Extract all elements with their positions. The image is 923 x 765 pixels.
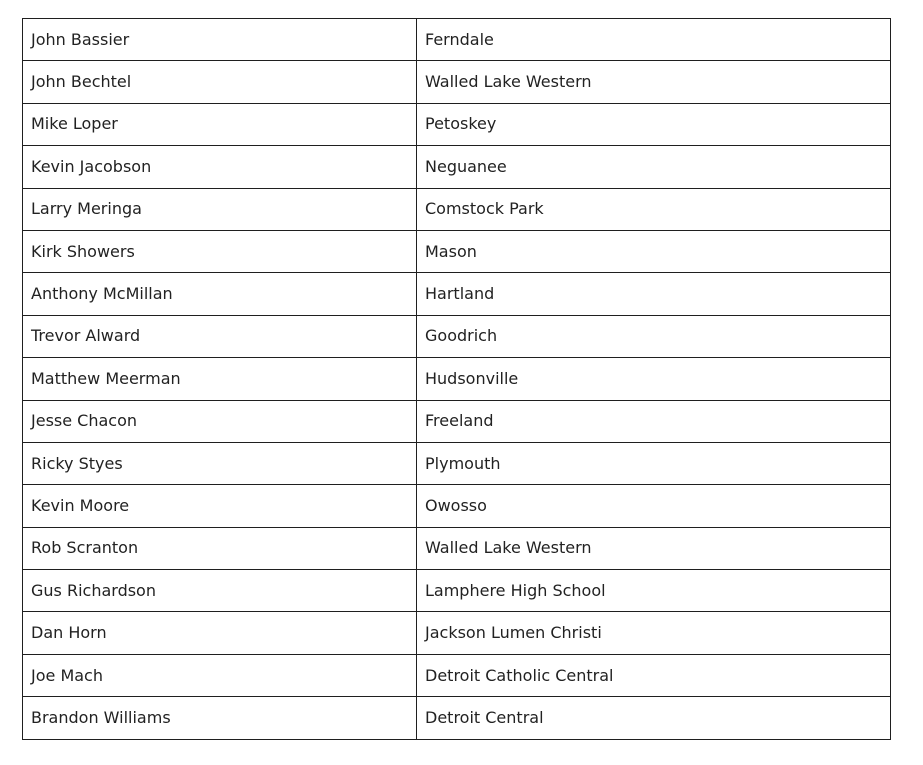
name-cell: Jesse Chacon: [23, 400, 417, 442]
name-cell: Mike Loper: [23, 103, 417, 145]
table-row: [23, 273, 891, 315]
name-cell: Brandon Williams: [23, 697, 417, 739]
school-cell: Freeland: [417, 400, 891, 442]
table-row: [23, 697, 891, 739]
name-cell: Dan Horn: [23, 612, 417, 654]
table-row: [23, 103, 891, 145]
school-cell: Detroit Central: [417, 697, 891, 739]
school-cell: Comstock Park: [417, 188, 891, 230]
school-cell: Owosso: [417, 485, 891, 527]
name-cell: Kevin Jacobson: [23, 146, 417, 188]
school-cell: Hartland: [417, 273, 891, 315]
table-row: [23, 146, 891, 188]
table-row: [23, 19, 891, 61]
school-cell: Walled Lake Western: [417, 61, 891, 103]
table-row: [23, 400, 891, 442]
school-cell: Petoskey: [417, 103, 891, 145]
name-cell: Trevor Alward: [23, 315, 417, 357]
table-row: [23, 570, 891, 612]
name-cell: Rob Scranton: [23, 527, 417, 569]
name-cell: Joe Mach: [23, 654, 417, 696]
school-cell: Jackson Lumen Christi: [417, 612, 891, 654]
name-cell: John Bassier: [23, 19, 417, 61]
table-row: [23, 612, 891, 654]
name-cell: Kirk Showers: [23, 230, 417, 272]
name-cell: Larry Meringa: [23, 188, 417, 230]
table-row: [23, 315, 891, 357]
table-row: [23, 358, 891, 400]
name-cell: Matthew Meerman: [23, 358, 417, 400]
name-cell: Gus Richardson: [23, 570, 417, 612]
roster-table: [22, 18, 891, 740]
school-cell: Goodrich: [417, 315, 891, 357]
school-cell: Hudsonville: [417, 358, 891, 400]
table-row: [23, 654, 891, 696]
school-cell: Lamphere High School: [417, 570, 891, 612]
name-cell: John Bechtel: [23, 61, 417, 103]
table-row: [23, 527, 891, 569]
table-row: [23, 230, 891, 272]
name-cell: Anthony McMillan: [23, 273, 417, 315]
school-cell: Ferndale: [417, 19, 891, 61]
table-row: [23, 61, 891, 103]
school-cell: Mason: [417, 230, 891, 272]
roster-table-body: [23, 19, 891, 740]
school-cell: Neguanee: [417, 146, 891, 188]
table-row: [23, 442, 891, 484]
school-cell: Walled Lake Western: [417, 527, 891, 569]
table-row: [23, 188, 891, 230]
name-cell: Kevin Moore: [23, 485, 417, 527]
name-cell: Ricky Styes: [23, 442, 417, 484]
table-row: [23, 485, 891, 527]
school-cell: Detroit Catholic Central: [417, 654, 891, 696]
school-cell: Plymouth: [417, 442, 891, 484]
